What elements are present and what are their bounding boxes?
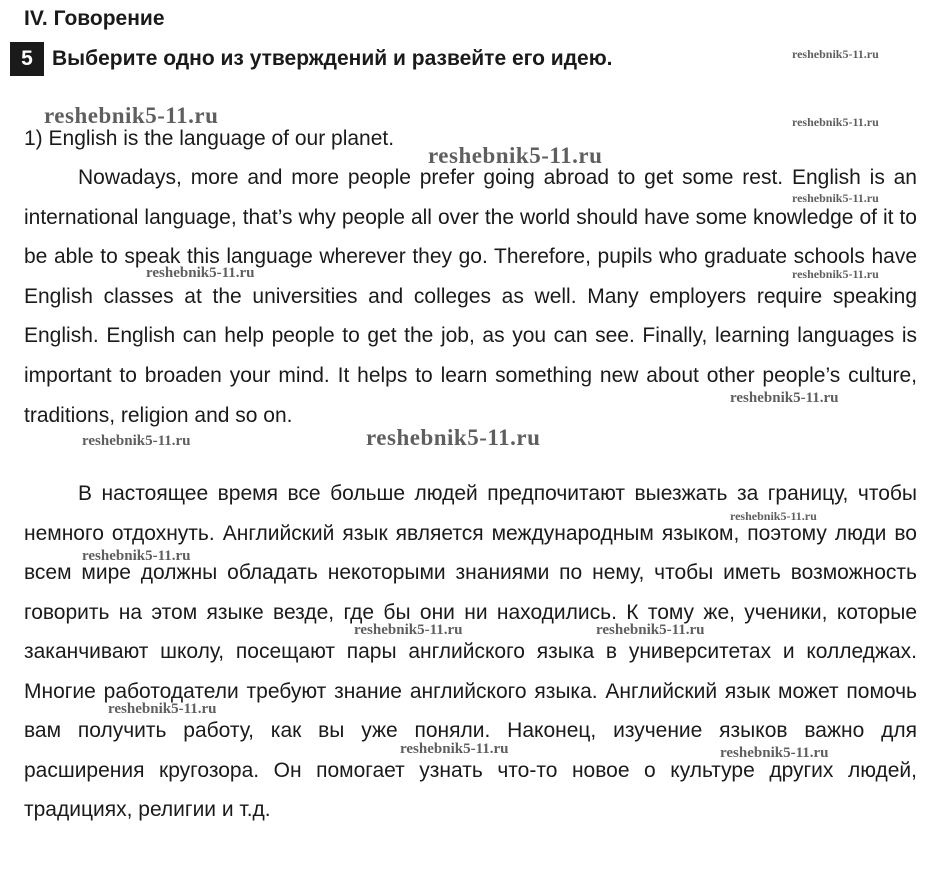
watermark: reshebnik5-11.ru [146, 265, 255, 281]
watermark: reshebnik5-11.ru [400, 741, 509, 757]
watermark: reshebnik5-11.ru [730, 509, 817, 523]
watermark: reshebnik5-11.ru [792, 191, 879, 205]
watermark: reshebnik5-11.ru [82, 433, 191, 449]
watermark: reshebnik5-11.ru [108, 701, 217, 717]
watermark: reshebnik5-11.ru [366, 425, 541, 450]
russian-paragraph: В настоящее время все больше людей предпочитают выезжать за границу, чтобы немного отдохнуть. Английский язык является международным языком, поэтому люди во всем мире должны обладать некоторыми знаниями по нему, чтобы иметь возможность говорить на этом языке везде, где бы они ни находились. К тому же, ученики, которые заканчивают школу, посещают пары английского языка в университетах и колледжах. Многие работодатели требуют знание английского языка. Английский язык может помочь вам получить работу, как вы уже поняли. Наконец, изучение языков важно для расширения кругозора. Он помогает узнать что-то новое о культуре других людей, традициях, религии и т.д. [24, 482, 917, 821]
watermark: reshebnik5-11.ru [82, 548, 191, 564]
task-header [10, 42, 612, 76]
watermark: reshebnik5-11.ru [792, 47, 879, 61]
watermark: reshebnik5-11.ru [354, 622, 463, 638]
watermark: reshebnik5-11.ru [720, 745, 829, 761]
english-paragraph: Nowadays, more and more people prefer going abroad to get some rest. English is an international language, that’s why people all over the world should have some knowledge of it to be able to speak this language wherever they go. Therefore, pupils who graduate schools have English classes at the universities and colleges as well. Many employers require speaking English. English can help people to get the job, as you can see. Finally, learning languages is important to broaden your mind. It helps to learn something new about other people’s culture, traditions, religion and so on. [24, 166, 917, 427]
watermark: reshebnik5-11.ru [428, 143, 603, 168]
task-number-badge: 5 [10, 42, 44, 76]
watermark: reshebnik5-11.ru [730, 390, 839, 406]
section-title: IV. Говорение [24, 7, 165, 30]
watermark: reshebnik5-11.ru [792, 115, 879, 129]
selected-statement: 1) English is the language of our planet. [24, 127, 395, 150]
watermark: reshebnik5-11.ru [792, 267, 879, 281]
task-instruction: Выберите одно из утверждений и развейте его идею. [52, 47, 613, 70]
watermark: reshebnik5-11.ru [44, 103, 219, 128]
watermark: reshebnik5-11.ru [596, 622, 705, 638]
